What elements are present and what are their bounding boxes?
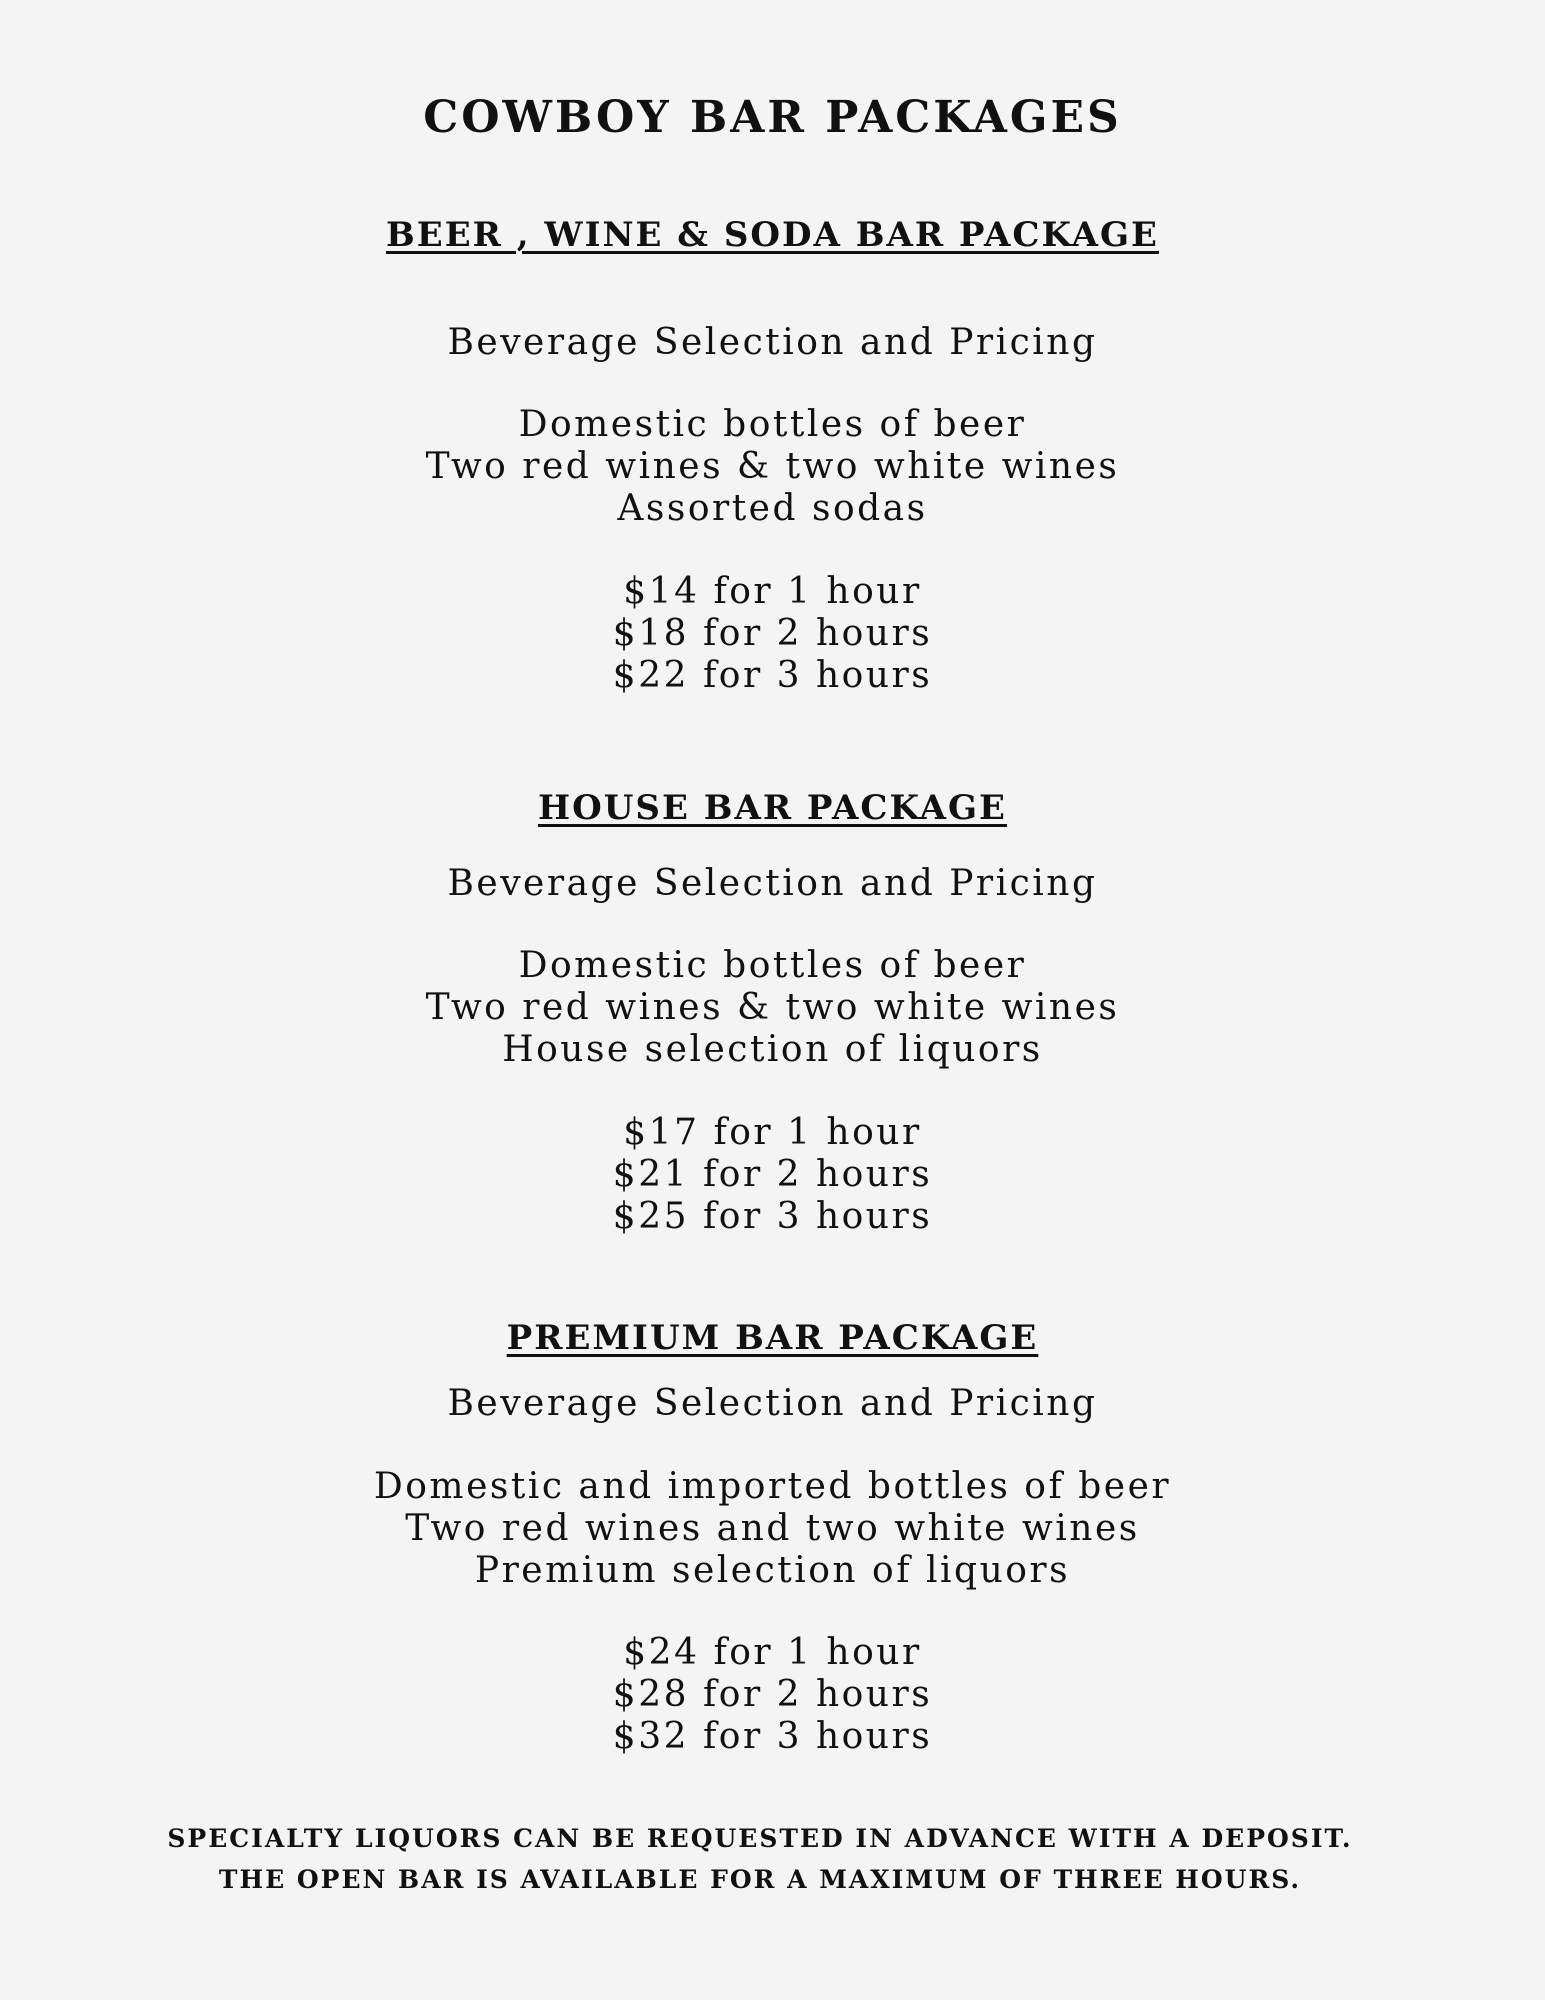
price-item: $22 for 3 hours bbox=[612, 655, 933, 696]
price-item: $17 for 1 hour bbox=[623, 1112, 922, 1153]
price-item: $21 for 2 hours bbox=[612, 1154, 933, 1195]
package-prices-list bbox=[0, 571, 1545, 697]
list-item: Two red wines & two white wines bbox=[425, 987, 1120, 1028]
price-item: $25 for 3 hours bbox=[612, 1196, 933, 1237]
footer-notes bbox=[20, 1818, 1500, 1900]
package-heading-beer-wine-soda: BEER , WINE & SODA BAR PACKAGE bbox=[386, 215, 1159, 255]
price-item: $18 for 2 hours bbox=[612, 613, 933, 654]
page-title: COWBOY BAR PACKAGES bbox=[423, 92, 1122, 143]
package-subtitle: Beverage Selection and Pricing bbox=[447, 1383, 1098, 1424]
price-item: $32 for 3 hours bbox=[612, 1716, 933, 1757]
package-items-list bbox=[0, 1466, 1545, 1592]
package-items-list bbox=[0, 404, 1545, 530]
list-item: Premium selection of liquors bbox=[474, 1550, 1071, 1591]
list-item: Two red wines & two white wines bbox=[425, 446, 1120, 487]
package-items-list bbox=[0, 945, 1545, 1071]
package-subtitle: Beverage Selection and Pricing bbox=[447, 863, 1098, 904]
price-item: $24 for 1 hour bbox=[623, 1632, 922, 1673]
list-item: House selection of liquors bbox=[502, 1029, 1043, 1070]
package-prices-list bbox=[0, 1632, 1545, 1758]
list-item: Assorted sodas bbox=[617, 488, 928, 529]
footer-note-specialty-liquors: SPECIALTY LIQUORS CAN BE REQUESTED IN ADVANCE WITH A DEPOSIT. bbox=[167, 1824, 1353, 1853]
list-item: Domestic bottles of beer bbox=[518, 404, 1027, 445]
list-item: Domestic and imported bottles of beer bbox=[373, 1466, 1172, 1507]
price-item: $28 for 2 hours bbox=[612, 1674, 933, 1715]
package-subtitle: Beverage Selection and Pricing bbox=[447, 322, 1098, 363]
package-heading-house: HOUSE BAR PACKAGE bbox=[538, 788, 1007, 828]
price-item: $14 for 1 hour bbox=[623, 571, 922, 612]
package-prices-list bbox=[0, 1112, 1545, 1238]
list-item: Domestic bottles of beer bbox=[518, 945, 1027, 986]
list-item: Two red wines and two white wines bbox=[405, 1508, 1140, 1549]
package-heading-premium: PREMIUM BAR PACKAGE bbox=[506, 1318, 1039, 1358]
footer-note-open-bar: THE OPEN BAR IS AVAILABLE FOR A MAXIMUM OF THREE HOURS. bbox=[218, 1865, 1302, 1894]
